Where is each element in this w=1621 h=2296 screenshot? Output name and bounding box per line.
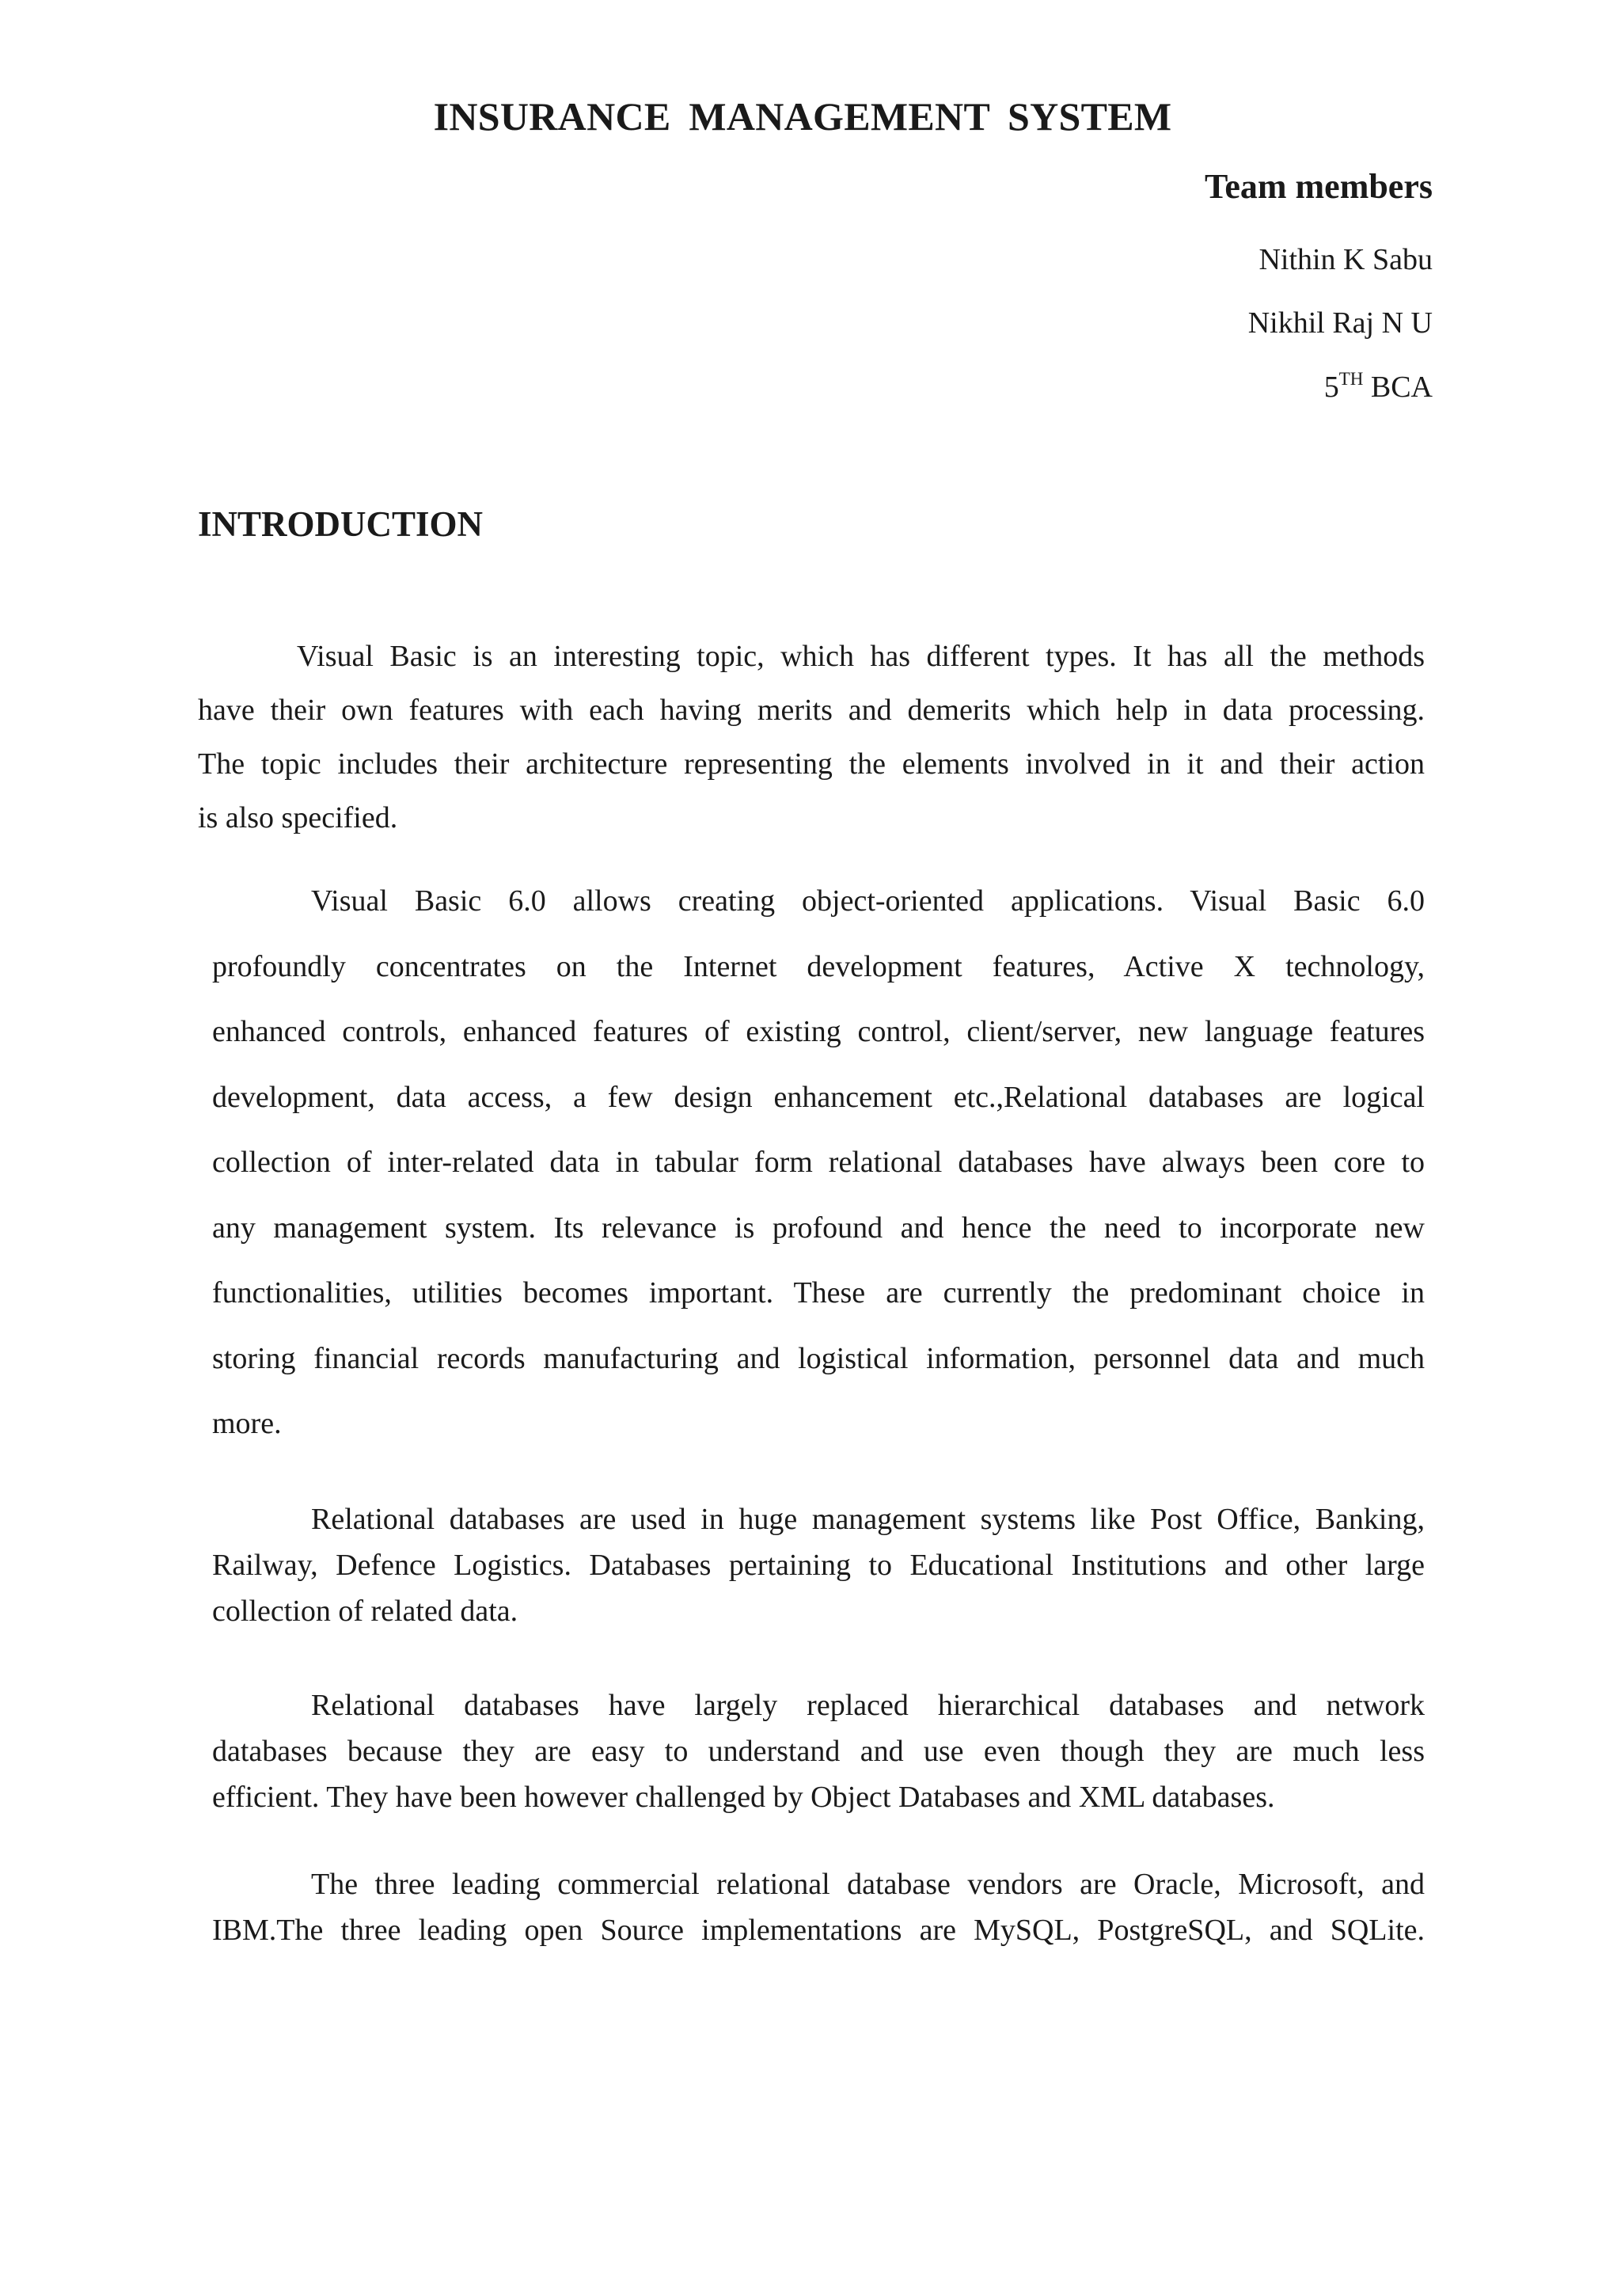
paragraph-line: is also specified. <box>198 801 398 834</box>
paragraph-line: any management system. Its relevance is profound and hence the need to incorporate new <box>212 1211 1425 1245</box>
paragraph-line: profoundly concentrates on the Internet development features, Active X technology, <box>212 949 1425 983</box>
team-member-2: Nikhil Raj N U <box>1247 306 1433 340</box>
paragraph-line: The three leading commercial relational database vendors are Oracle, Microsoft, and <box>311 1868 1425 1901</box>
paragraph-line: storing financial records manufacturing and logistical information, personnel data and much <box>212 1341 1425 1375</box>
paragraph-3 <box>212 1496 1425 1634</box>
team-class-number: 5 <box>1323 371 1339 404</box>
team-members-heading: Team members <box>1205 167 1433 206</box>
paragraph-line: more. <box>212 1407 282 1440</box>
paragraph-5 <box>212 1861 1425 1953</box>
team-class <box>1324 369 1433 405</box>
paragraph-line: collection of inter-related data in tabular form relational databases have always been core to <box>212 1146 1425 1179</box>
paragraph-line: efficient. They have been however challenged by Object Databases and XML databases. <box>212 1781 1275 1814</box>
paragraph-line: Relational databases have largely replaced hierarchical databases and network <box>311 1689 1425 1722</box>
paragraph-line: databases because they are easy to understand and use even though they are much less <box>212 1735 1425 1768</box>
document-title: INSURANCE MANAGEMENT SYSTEM <box>433 94 1172 139</box>
paragraph-line: functionalities, utilities becomes important. These are currently the predominant choice in <box>212 1276 1425 1310</box>
paragraph-2 <box>212 869 1425 1457</box>
paragraph-line: Visual Basic 6.0 allows creating object-oriented applications. Visual Basic 6.0 <box>311 884 1425 918</box>
paragraph-line: IBM.The three leading open Source implementations are MySQL, PostgreSQL, and SQLite. <box>212 1914 1425 1947</box>
paragraph-1 <box>198 629 1425 845</box>
paragraph-line: enhanced controls, enhanced features of existing control, client/server, new language features <box>212 1015 1425 1048</box>
team-member-1: Nithin K Sabu <box>1258 243 1433 276</box>
introduction-heading: INTRODUCTION <box>198 504 484 544</box>
paragraph-line: have their own features with each having merits and demerits which help in data processing. <box>198 694 1425 727</box>
paragraph-line: development, data access, a few design enhancement etc.,Relational databases are logical <box>212 1080 1425 1114</box>
team-class-course: BCA <box>1363 371 1433 404</box>
paragraph-4 <box>212 1682 1425 1820</box>
team-class-ordinal: TH <box>1338 369 1364 389</box>
paragraph-line: collection of related data. <box>212 1595 518 1628</box>
paragraph-line: Railway, Defence Logistics. Databases pertaining to Educational Institutions and other large <box>212 1549 1425 1582</box>
paragraph-line: The topic includes their architecture representing the elements involved in it and their action <box>198 747 1425 781</box>
paragraph-line: Visual Basic is an interesting topic, which has different types. It has all the methods <box>297 640 1425 673</box>
paragraph-line: Relational databases are used in huge management systems like Post Office, Banking, <box>311 1503 1425 1536</box>
